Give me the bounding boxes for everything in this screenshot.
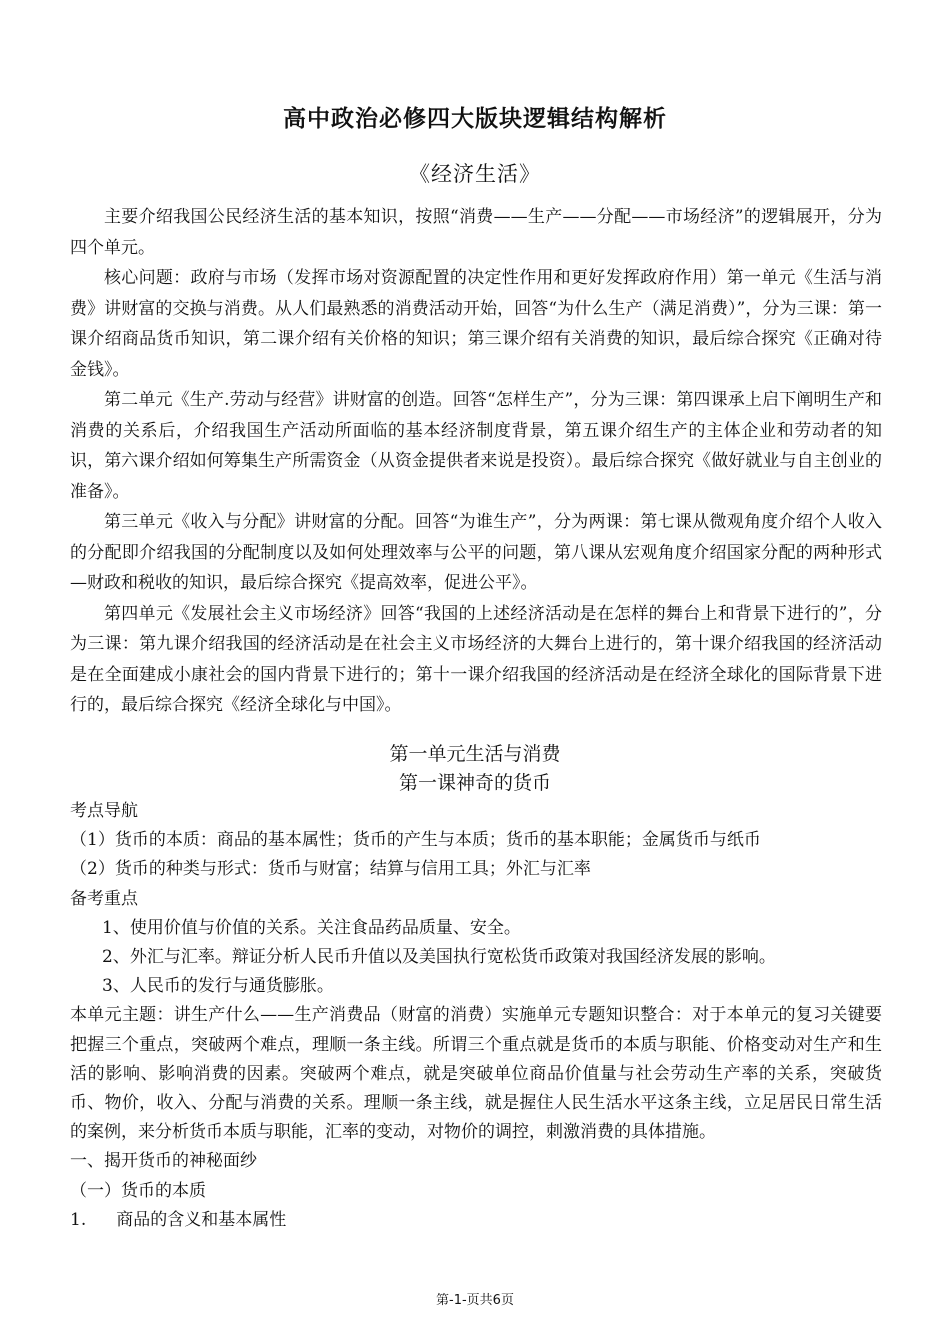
exam-nav-item: （1）货币的本质：商品的基本属性；货币的产生与本质；货币的基本职能；金属货币与纸币: [70, 830, 761, 851]
lesson-body: [70, 797, 882, 1235]
intro-paragraph: 第三单元《收入与分配》讲财富的分配。回答“为谁生产”，分为两课：第七课从微观角度介绍个人收入的分配即介绍我国的分配制度以及如何处理效率与公平的问题，第八课从宏观角度介绍国家分配的两种形式—财政和税收的知识，最后综合探究《提高效率，促进公平》。: [70, 512, 882, 593]
intro-paragraph: 核心问题：政府与市场（发挥市场对资源配置的决定性作用和更好发挥政府作用）第一单元《生活与消费》讲财富的交换与消费。从人们最熟悉的消费活动开始，回答“为什么生产（满足消费）”，分为三课：第一课介绍商品货币知识，第二课介绍有关价格的知识；第三课介绍有关消费的知识，最后综合探究《正确对待金钱》。: [70, 268, 882, 380]
key-point: 1、使用价值与价值的关系。关注食品药品质量、安全。: [102, 917, 521, 938]
document-subtitle: 《经济生活》: [409, 162, 541, 186]
item-number: 1.: [70, 1209, 87, 1230]
key-point: 2、外汇与汇率。辩证分析人民币升值以及美国执行宽松货币政策对我国经济发展的影响。: [102, 947, 776, 968]
intro-paragraph: 第二单元《生产.劳动与经营》讲财富的创造。回答“怎样生产”，分为三课：第四课承上启下阐明生产和消费的关系后，介绍我国生产活动所面临的基本经济制度背景，第五课介绍生产的主体企业和劳动者的知识，第六课介绍如何筹集生产所需资金（从资金提供者来说是投资）。最后综合探究《做好就业与自主创业的准备》。: [70, 390, 882, 502]
intro-paragraph: 第四单元《发展社会主义市场经济》回答“我国的上述经济活动是在怎样的舞台上和背景下进行的”，分为三课：第九课介绍我国的经济活动是在社会主义市场经济的大舞台上进行的，第十课介绍我国的经济活动是在全面建成小康社会的国内背景下进行的；第十一课介绍我国的经济活动是在经济全球化的国际背景下进行的，最后综合探究《经济全球化与中国》。: [70, 603, 882, 715]
page-footer: 第-1-页共6页: [436, 1293, 514, 1308]
item-text: 商品的含义和基本属性: [116, 1209, 287, 1230]
exam-nav-label: 考点导航: [70, 801, 138, 821]
section-heading: 一、揭开货币的神秘面纱: [70, 1151, 257, 1172]
key-point: 3、人民币的发行与通货膨胀。: [102, 976, 334, 997]
lesson-heading: 第一课神奇的货币: [398, 772, 551, 794]
document-title: 高中政治必修四大版块逻辑结构解析: [283, 106, 667, 132]
intro-section: [70, 202, 882, 721]
subsection-heading: （一）货币的本质: [70, 1180, 206, 1201]
numbered-item: [70, 1206, 882, 1235]
unit-heading: 第一单元生活与消费: [389, 743, 561, 765]
key-points-label: 备考重点: [70, 888, 138, 909]
unit-theme-paragraph: 本单元主题：讲生产什么——生产消费品（财富的消费）实施单元专题知识整合：对于本单元的复习关键要把握三个重点，突破两个难点，理顺一条主线。所谓三个重点就是货币的本质与职能、价格变动对生产和生活的影响、影响消费的因素。突破两个难点，就是突破单位商品价值量与社会劳动生产率的关系，突破货币、物价，收入、分配与消费的关系。理顺一条主线，就是握住人民生活水平这条主线，立足居民日常生活的案例，来分析货币本质与职能，汇率的变动，对物价的调控，刺激消费的具体措施。: [70, 1005, 882, 1143]
intro-paragraph: 主要介绍我国公民经济生活的基本知识，按照“消费——生产——分配——市场经济”的逻辑展开，分为四个单元。: [70, 207, 882, 258]
exam-nav-item: （2）货币的种类与形式：货币与财富；结算与信用工具；外汇与汇率: [70, 859, 591, 880]
